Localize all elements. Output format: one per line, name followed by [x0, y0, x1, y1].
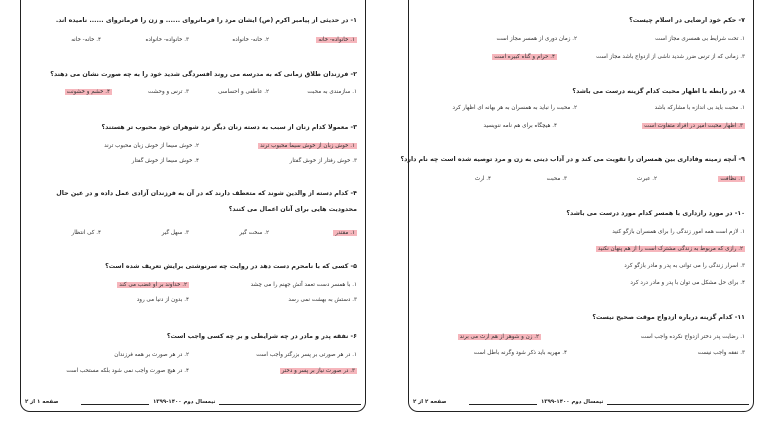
q4-option-2[interactable]: ۲. سخت گیر — [239, 230, 269, 236]
footer-page-number: صفحه ۲ از ۲ — [413, 399, 447, 405]
q11-option-2[interactable]: ۲. زن و شوهر از هم ارث می برند — [459, 334, 539, 340]
q3-option-4[interactable]: ۴. خوش سیما از خوش گفتار — [131, 158, 199, 164]
question-1-text: ۱- در حدیثی از پیامبر اکرم (ص) ایشان مرد را فرمانروای ...... و زن را فرمانروای ...... نامیده اند. — [55, 17, 357, 24]
exam-page-1 — [20, 0, 366, 412]
question-8-text: ۸- در رابطه با اظهار محبت کدام گزینه درست می باشد؟ — [572, 88, 745, 95]
q9-option-2[interactable]: ۲. عبرت — [637, 176, 657, 182]
question-10-text: ۱۰- در مورد رازداری با همسر کدام مورد درست می باشد؟ — [566, 210, 745, 217]
question-5-text: ۵- کسی که با نامحرم دست دهد در روایت چه سرنوشتی برایش تعریف شده است؟ — [105, 263, 357, 270]
q4-option-3[interactable]: ۳. سهل گیر — [161, 230, 189, 236]
q5-option-3[interactable]: ۳. دستش به بهشت نمی رسد — [288, 297, 357, 303]
q7-option-3[interactable]: ۳. زمانی که از ترس ضرر شدید ناشی از ازدواج باشد مجاز است — [596, 54, 745, 60]
question-3-text: ۳- معمولا کدام زنان از سبب به دسته زنان دیگر نزد شوهران خود محبوب تر هستند؟ — [101, 124, 357, 131]
q2-option-4[interactable]: ۴. خشم و خشونت — [66, 89, 110, 95]
q6-option-2[interactable]: ۲. در هر صورت بر همه فرزندان — [114, 352, 189, 358]
exam-page-2 — [400, 0, 754, 412]
q11-option-1[interactable]: ۱. رضایت پدر دختر ازدواج نکرده واجب است — [640, 334, 745, 340]
q9-option-1[interactable]: ۱. نظافت — [720, 176, 743, 182]
question-7-text: ۷- حکم خود ارضایی در اسلام چیست؟ — [629, 17, 745, 24]
q7-option-2[interactable]: ۲. زمان دوری از همسر مجاز است — [496, 36, 577, 42]
q5-option-4[interactable]: ۴. بدون از دنیا می رود — [136, 297, 189, 303]
q2-option-1[interactable]: ۱. سازمندی به محبت — [307, 89, 357, 95]
q3-option-1[interactable]: ۱. خوش زبان از خوش سیما محبوب ترند — [260, 143, 355, 149]
q4-option-1[interactable]: ۱. مقتدر — [335, 230, 355, 236]
q7-option-1[interactable]: ۱. تحت شرایط بی همسری مجاز است — [655, 36, 745, 42]
page-footer — [21, 398, 367, 410]
q1-option-1[interactable]: ۱. خانواده- خانه — [318, 37, 355, 43]
q3-option-3[interactable]: ۳. خوش رفتار از خوش گفتار — [289, 158, 357, 164]
q10-option-4[interactable]: ۴. برای حل مشکل می توان با پدر و مادر درد کرد — [630, 280, 745, 286]
page-footer — [409, 398, 755, 410]
q2-option-3[interactable]: ۳. ترس و وحشت — [148, 89, 189, 95]
question-6-text: ۶- نفقه پدر و مادر در چه شرایطی و بر چه کسی واجب است؟ — [166, 333, 357, 340]
q11-option-4[interactable]: ۴. مهریه باید ذکر شود وگرنه باطل است — [473, 350, 567, 356]
q10-option-1[interactable]: ۱. لازم است همه امور زندگی را برای همسران بازگو کنید — [612, 229, 745, 235]
q8-option-2[interactable]: ۲. محبت را نباید به همسران به هر بهانه ای اظهار کرد — [452, 105, 577, 111]
q6-option-1[interactable]: ۱. در هر صورتی بر پسر بزرگتر واجب است — [256, 352, 357, 358]
footer-rule — [81, 404, 361, 405]
q6-option-4[interactable]: ۴. در هیچ صورت واجب نمی شود بلکه مستحب است — [66, 368, 189, 374]
q8-option-3[interactable]: ۳. اظهار محبت امیر در افراد متفاوت است — [644, 123, 743, 129]
question-9-text: ۹- آنچه زمینه وفاداری بین همسران را تقویت می کند و در آداب دینی به زن و مرد توصیه شده است چه نام دارد؟ — [400, 156, 745, 163]
q3-option-2[interactable]: ۲. خوش سیما از خوش زبان محبوب ترند — [104, 143, 199, 149]
q8-option-4[interactable]: ۴. هیچگاه برای هم نامه ننویسید — [483, 123, 557, 129]
q2-option-2[interactable]: ۲. عاطفی و احساسی — [218, 89, 269, 95]
footer-rule — [469, 404, 749, 405]
q5-option-2[interactable]: ۲. خداوند بر او غضب می کند — [119, 282, 187, 288]
q10-option-3[interactable]: ۳. اسرار زندگی را می توانی به پدر و مادر بازگو کرد — [624, 263, 745, 269]
q1-option-4[interactable]: ۴. خانه- خانه — [71, 37, 101, 43]
footer-term: نیمسال دوم ۱۴۰۰-۱۳۹۹ — [149, 399, 219, 405]
q11-option-3[interactable]: ۳. نفقه واجب نیست — [697, 350, 745, 356]
q6-option-3[interactable]: ۳. در صورت نیاز بر پسر و دختر — [281, 368, 355, 374]
q9-option-4[interactable]: ۴. ارث — [474, 176, 491, 182]
q10-option-2[interactable]: ۲. رازی که مربوط به زندگی مشترک است را از هم پنهان نکنید — [597, 246, 743, 252]
q1-option-2[interactable]: ۲. خانه- خانواده — [232, 37, 269, 43]
question-2-text: ۲- فرزندان طلاق زمانی که به مدرسه می روند افسردگی شدید خود را به چه صورت نشان می دهند؟ — [50, 71, 357, 78]
question-11-text: ۱۱- کدام گزینه درباره ازدواج موقت صحیح نیست؟ — [592, 314, 745, 321]
footer-page-number: صفحه ۱ از ۲ — [25, 399, 59, 405]
q1-option-3[interactable]: ۳. خانواده- خانواده — [145, 37, 189, 43]
q7-option-4[interactable]: ۴. حرام و گناه کبیره است — [494, 54, 555, 60]
q8-option-1[interactable]: ۱. محبت باید بی اندازه با مشارکه باشد — [654, 105, 745, 111]
question-4-text: ۴- کدام دسته از والدین شوند که متعطف دارند که در آن به فرزندان آزادی عمل داده و در عین حال محدودیت هایی برای آنان اعمال می کنند؟ — [56, 190, 357, 213]
footer-term: نیمسال دوم ۱۴۰۰-۱۳۹۹ — [537, 399, 607, 405]
q4-option-4[interactable]: ۴. کی انتظار — [71, 230, 101, 236]
q9-option-3[interactable]: ۳. محبت — [546, 176, 567, 182]
q5-option-1[interactable]: ۱. با همسر دست تعمد آتش جهنم را می چشد — [250, 282, 357, 288]
